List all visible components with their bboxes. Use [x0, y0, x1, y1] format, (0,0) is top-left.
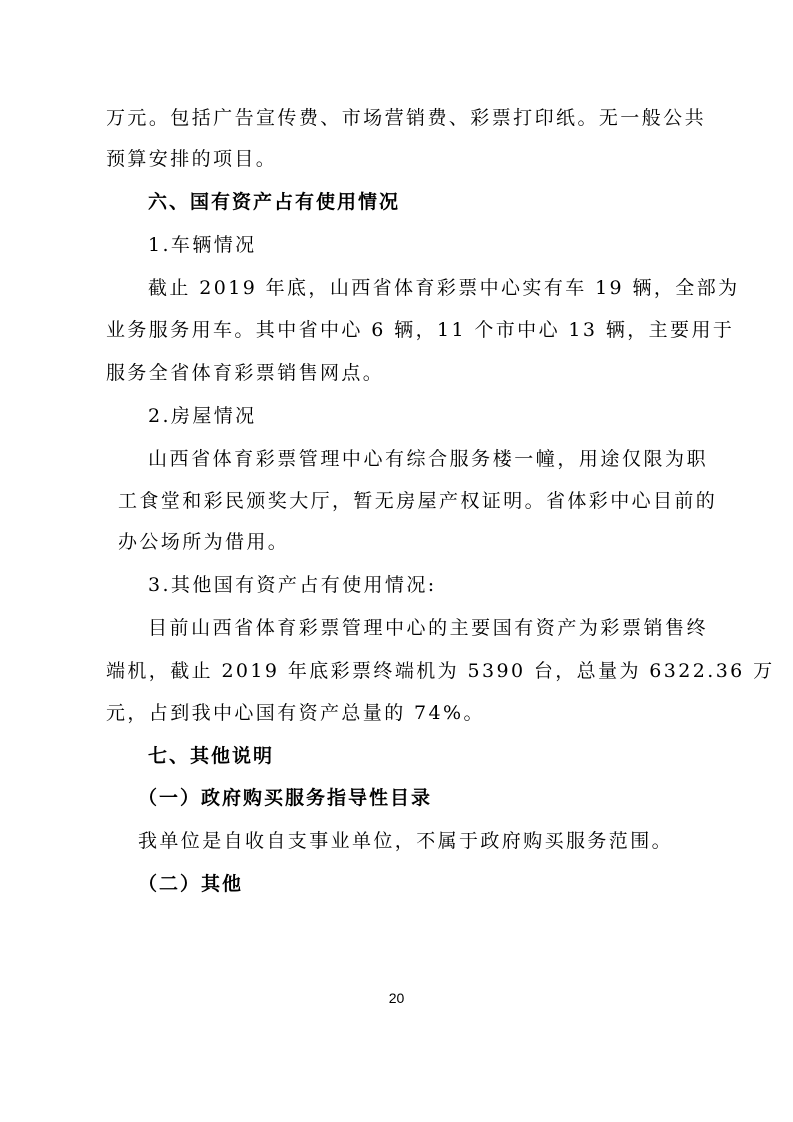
paragraph-line: 我单位是自收自支事业单位，不属于政府购买服务范围。 [138, 830, 674, 852]
paragraph-line: 端机，截止 2019 年底彩票终端机为 5390 台，总量为 6322.36 万 [106, 660, 775, 682]
page-number: 20 [388, 990, 405, 1006]
paragraph-line: 工食堂和彩民颁奖大厅，暂无房屋产权证明。省体彩中心目前的 [118, 490, 718, 512]
subsection-heading-procurement: （一）政府购买服务指导性目录 [138, 787, 433, 809]
paragraph-line: 元，占到我中心国有资产总量的 74%。 [106, 702, 485, 724]
subheading-other-assets: 3.其他国有资产占有使用情况: [148, 574, 437, 596]
paragraph-line: 万元。包括广告宣传费、市场营销费、彩票打印纸。无一般公共 [106, 107, 706, 129]
paragraph-line: 服务全省体育彩票销售网点。 [106, 362, 385, 384]
paragraph-line: 山西省体育彩票管理中心有综合服务楼一幢，用途仅限为职 [148, 448, 708, 470]
subsection-heading-other: （二）其他 [138, 873, 244, 895]
paragraph-line: 预算安排的项目。 [106, 148, 278, 170]
section-heading-assets: 六、国有资产占有使用情况 [148, 191, 401, 213]
paragraph-line: 目前山西省体育彩票管理中心的主要国有资产为彩票销售终 [148, 617, 708, 639]
subheading-buildings: 2.房屋情况 [148, 405, 257, 427]
subheading-vehicles: 1.车辆情况 [148, 234, 257, 256]
paragraph-line: 业务服务用车。其中省中心 6 辆，11 个市中心 13 辆，主要用于 [106, 319, 735, 341]
paragraph-line: 截止 2019 年底，山西省体育彩票中心实有车 19 辆，全部为 [148, 277, 740, 299]
section-heading-other: 七、其他说明 [148, 745, 275, 767]
paragraph-line: 办公场所为借用。 [118, 531, 290, 553]
